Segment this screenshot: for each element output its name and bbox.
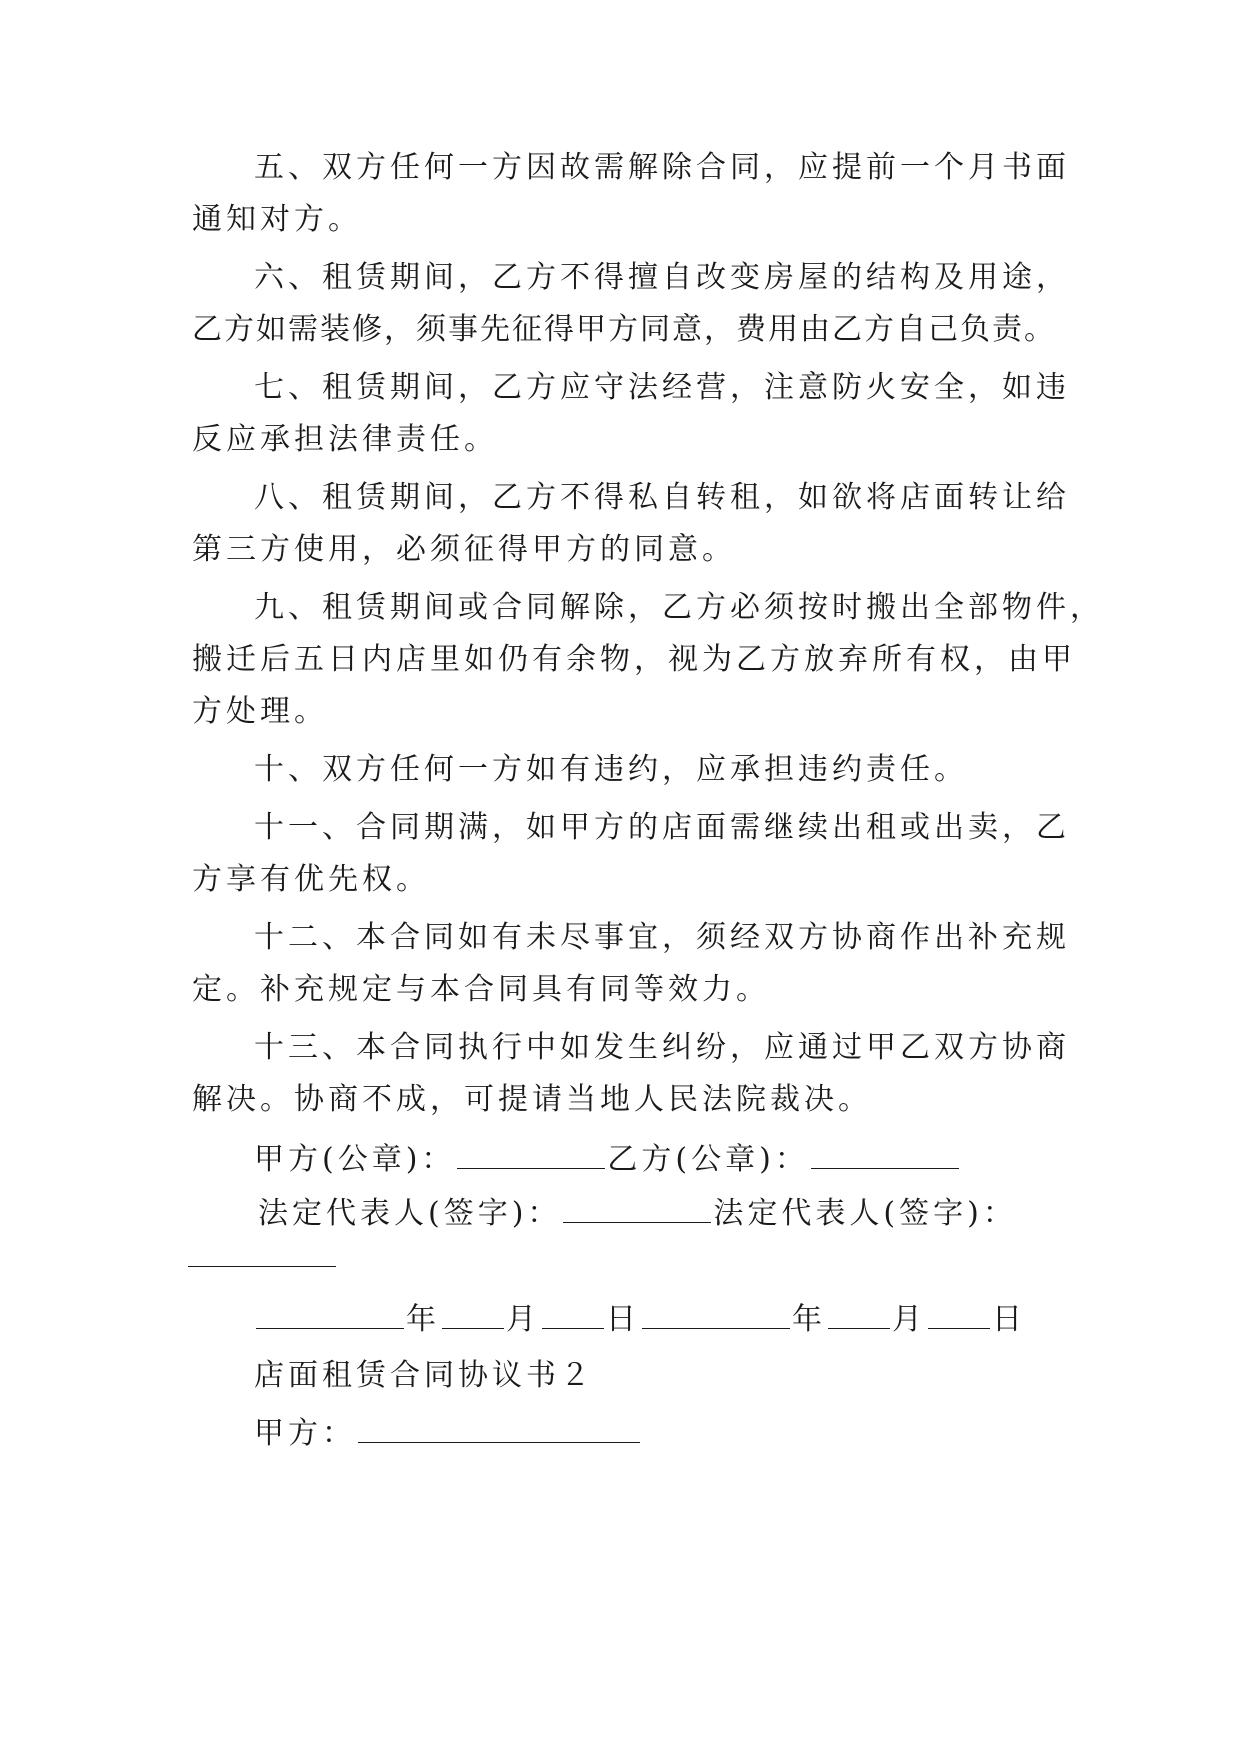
year-b-label: 年 <box>792 1302 826 1337</box>
clause-13-line-1: 十三、本合同执行中如发生纠纷，应通过甲乙双方协商 <box>254 1030 1070 1065</box>
day-a-blank <box>542 1298 604 1329</box>
clause-6-line-1: 六、租赁期间，乙方不得擅自改变房屋的结构及用途， <box>254 260 1070 295</box>
party-b-seal-blank <box>811 1138 959 1169</box>
legal-rep-b-label: 法定代表人(签字)： <box>713 1196 1017 1231</box>
legal-rep-b-blank-row <box>186 1236 338 1278</box>
clause-8-line-2: 第三方使用，必须征得甲方的同意。 <box>192 532 736 567</box>
clause-9-line-2: 搬迁后五日内店里如仍有余物，视为乙方放弃所有权，由甲 <box>192 642 1076 677</box>
legal-rep-row <box>258 1192 1017 1234</box>
next-party-a-row <box>254 1412 642 1454</box>
year-a-blank <box>256 1298 404 1329</box>
clause-9-line-3: 方处理。 <box>192 694 328 729</box>
party-b-seal-label: 乙方(公章)： <box>607 1142 809 1177</box>
legal-rep-a-label: 法定代表人(签字)： <box>258 1196 562 1231</box>
clause-7-line-1: 七、租赁期间，乙方应守法经营，注意防火安全，如违 <box>254 370 1070 405</box>
month-a-label: 月 <box>506 1302 540 1337</box>
party-a-seal-label: 甲方(公章)： <box>254 1142 456 1177</box>
next-party-a-blank <box>358 1412 640 1443</box>
legal-rep-b-blank <box>188 1236 336 1267</box>
year-a-label: 年 <box>406 1302 440 1337</box>
clause-8-line-1: 八、租赁期间，乙方不得私自转租，如欲将店面转让给 <box>254 480 1070 515</box>
day-a-label: 日 <box>606 1302 640 1337</box>
next-contract-title: 店面租赁合同协议书２ <box>254 1358 594 1393</box>
month-b-label: 月 <box>892 1302 926 1337</box>
month-b-blank <box>828 1298 890 1329</box>
day-b-blank <box>928 1298 990 1329</box>
clause-12-line-2: 定。补充规定与本合同具有同等效力。 <box>192 972 770 1007</box>
next-party-a-label: 甲方： <box>254 1416 356 1451</box>
clause-9-line-1: 九、租赁期间或合同解除，乙方必须按时搬出全部物件， <box>254 590 1104 625</box>
day-b-label: 日 <box>992 1302 1026 1337</box>
legal-rep-a-blank <box>563 1192 711 1223</box>
clause-7-line-2: 反应承担法律责任。 <box>192 422 498 457</box>
date-row <box>254 1298 1026 1340</box>
seal-row <box>254 1138 961 1180</box>
month-a-blank <box>442 1298 504 1329</box>
clause-5-line-1: 五、双方任何一方因故需解除合同，应提前一个月书面 <box>254 150 1070 185</box>
clause-11-line-2: 方享有优先权。 <box>192 862 430 897</box>
clause-6-line-2: 乙方如需装修，须事先征得甲方同意，费用由乙方自己负责。 <box>192 312 1056 347</box>
clause-12-line-1: 十二、本合同如有未尽事宜，须经双方协商作出补充规 <box>254 920 1070 955</box>
year-b-blank <box>642 1298 790 1329</box>
clause-5-line-2: 通知对方。 <box>192 202 362 237</box>
clause-10-line-1: 十、双方任何一方如有违约，应承担违约责任。 <box>254 752 968 787</box>
party-a-seal-blank <box>457 1138 605 1169</box>
clause-13-line-2: 解决。协商不成，可提请当地人民法院裁决。 <box>192 1082 872 1117</box>
clause-11-line-1: 十一、合同期满，如甲方的店面需继续出租或出卖，乙 <box>254 810 1070 845</box>
